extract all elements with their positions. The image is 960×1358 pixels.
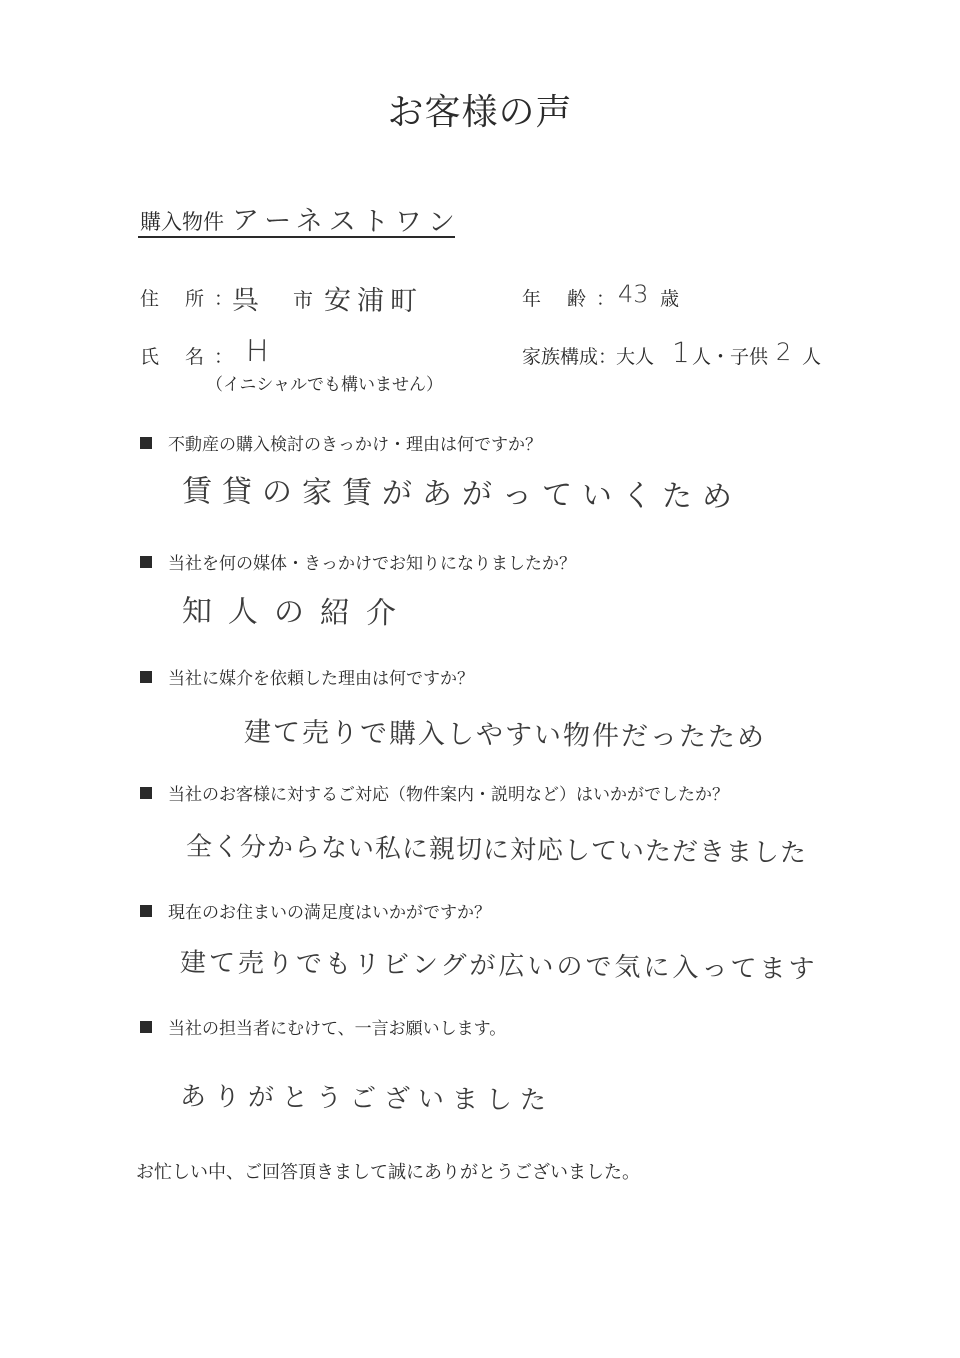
address-city-suffix: 市: [293, 288, 313, 312]
family-child-value: 2: [775, 338, 792, 367]
property-value: アーネストワン: [231, 205, 461, 239]
family-label: 家族構成：: [522, 346, 618, 368]
question-1-text: 不動産の購入検討のきっかけ・理由は何ですか？: [168, 435, 542, 455]
question-4: [140, 780, 729, 805]
page-title: お客様の声: [387, 92, 573, 133]
question-4-text: 当社のお客様に対するご対応（物件案内・説明など）はいかがでしたか？: [168, 785, 729, 805]
answer-4: 全く分からない私に親切に対応していただきました: [185, 832, 808, 869]
answer-1: 賃貸の家賃があがっていくため: [181, 474, 743, 515]
property-underline: [138, 236, 455, 238]
property-label: 購入物件: [140, 210, 224, 234]
bullet-square-icon: [140, 556, 152, 568]
age-label: 年 齢：: [522, 288, 626, 310]
name-label: 氏 名：: [140, 346, 244, 368]
age-value: 43: [617, 280, 649, 309]
address-label: 住 所：: [140, 288, 244, 310]
question-3: [140, 664, 474, 689]
family-adult-value: 1: [671, 336, 690, 370]
bullet-square-icon: [140, 437, 152, 449]
answer-3: 建て売りで購入しやすい物件だったため: [243, 717, 767, 754]
age-unit: 歳: [660, 288, 680, 310]
address-town: 安浦町: [323, 285, 424, 318]
bullet-square-icon: [140, 1021, 152, 1033]
question-2-text: 当社を何の媒体・きっかけでお知りになりましたか？: [168, 554, 576, 574]
question-5: [140, 898, 491, 923]
question-3-text: 当社に媒介を依頼した理由は何ですか？: [168, 669, 474, 689]
question-6-text: 当社の担当者にむけて、一言お願いします。: [168, 1019, 507, 1039]
bullet-square-icon: [140, 671, 152, 683]
answer-5: 建て売りでもリビングが広いので気に入ってます: [179, 948, 818, 985]
name-value: H: [245, 334, 269, 370]
bullet-square-icon: [140, 905, 152, 917]
family-adult-unit: 人・子供: [692, 346, 769, 368]
answer-2: 知人の紹介: [181, 594, 413, 632]
family-adult-label: 大人: [616, 346, 655, 368]
question-2: [140, 549, 576, 574]
closing-text: お忙しい中、ご回答頂きまして誠にありがとうございました。: [136, 1162, 640, 1183]
question-5-text: 現在のお住まいの満足度はいかがですか？: [168, 903, 491, 923]
family-child-unit: 人: [802, 346, 822, 368]
name-note: （イニシャルでも構いません）: [206, 375, 443, 395]
question-1: [140, 430, 542, 455]
bullet-square-icon: [140, 787, 152, 799]
address-city: 呉: [231, 285, 260, 317]
question-6: [140, 1014, 506, 1039]
answer-6: ありがとうございました: [179, 1082, 555, 1116]
